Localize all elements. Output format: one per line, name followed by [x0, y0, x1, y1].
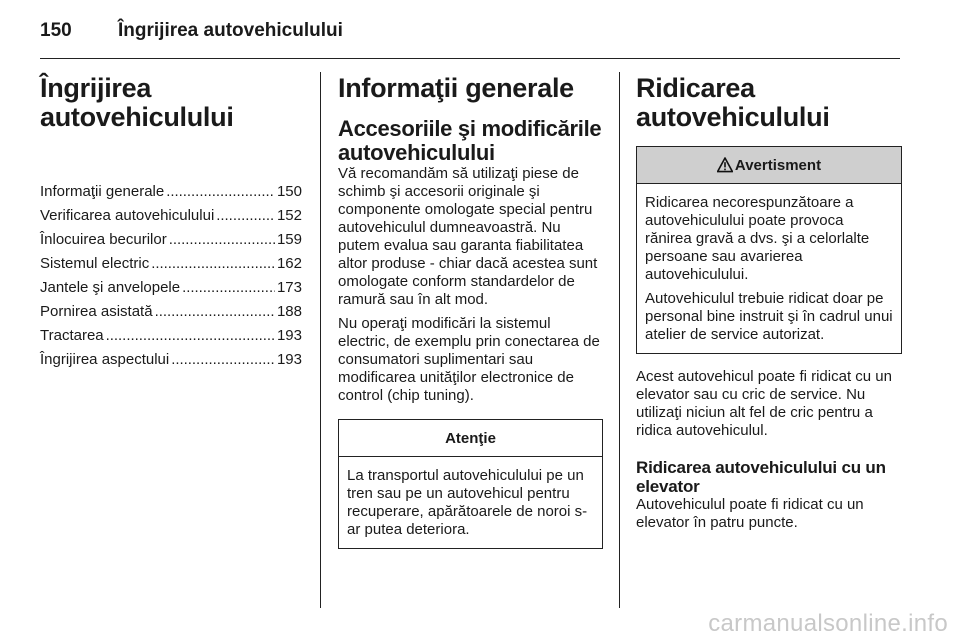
- header-title: Îngrijirea autovehiculului: [118, 20, 343, 41]
- chapter-title: Îngrijirea autovehiculului: [40, 73, 234, 132]
- chapter-column: [40, 74, 302, 372]
- warning-header: [637, 147, 901, 184]
- lifting-column: [636, 74, 902, 532]
- section-title: Ridicarea autovehiculului: [636, 73, 830, 132]
- body-paragraph: Autovehiculul poate fi ridicat cu un elevator în patru puncte.: [636, 496, 864, 531]
- toc-item[interactable]: Verificarea autovehiculului . . . 152: [40, 204, 302, 228]
- general-info-column: [338, 74, 603, 549]
- body-paragraph: Vă recomandăm să utilizaţi piese de schimb şi accesorii originale şi componente omologate special pentru autovehiculul dumneavoastră. Nu putem evalua sau garanta fiabilitatea altor produse - chiar dacă acestea sunt omologate conform standardelor de ramură sau în alt mod.: [338, 165, 598, 308]
- toc-item[interactable]: Îngrijirea aspectului . . . 193: [40, 348, 302, 372]
- caution-box: [338, 419, 603, 549]
- subsection-title: Ridicarea autovehiculului cu un elevator: [636, 458, 886, 496]
- page-number: 150: [40, 20, 72, 41]
- table-of-contents: [40, 180, 302, 372]
- column-divider-left: [320, 72, 321, 608]
- warning-box: [636, 146, 902, 354]
- watermark: carmanualsonline.info: [708, 610, 948, 637]
- warning-text: Autovehiculul trebuie ridicat doar pe personal bine instruit şi în cadrul unui atelier de service autorizat.: [645, 290, 893, 343]
- warning-triangle-icon: [717, 157, 733, 173]
- warning-title: Avertisment: [734, 156, 822, 174]
- toc-item[interactable]: Tractarea . . . 193: [40, 324, 302, 348]
- toc-item[interactable]: Înlocuirea becurilor . . . 159: [40, 228, 302, 252]
- page-header: [40, 14, 900, 59]
- body-paragraph: Acest autovehicul poate fi ridicat cu un elevator sau cu cric de service. Nu utilizaţi niciun alt fel de cric pentru a ridica autovehiculul.: [636, 368, 892, 439]
- caution-text: La transportul autovehiculului pe un tren sau pe un autovehicul pentru recuperare, apărătoarele de noroi s-ar putea deteriora.: [347, 467, 588, 538]
- toc-item[interactable]: Sistemul electric . . . 162: [40, 252, 302, 276]
- body-paragraph: Nu operaţi modificări la sistemul electric, de exemplu prin conectarea de consumatori suplimentari sau modificarea unităţilor electronice de control (chip tuning).: [338, 315, 600, 404]
- caution-title: Atenţie: [339, 420, 602, 457]
- warning-text: Ridicarea necorespunzătoare a autovehiculului poate provoca rănirea gravă a dvs. şi a celorlalte persoane sau avarierea autovehiculului.: [645, 194, 870, 283]
- subsection-title: Accesoriile şi modificările autovehiculului: [338, 116, 602, 165]
- toc-item[interactable]: Pornirea asistată . . . 188: [40, 300, 302, 324]
- toc-item[interactable]: Jantele şi anvelopele . . . 173: [40, 276, 302, 300]
- section-title: Informaţii generale: [338, 73, 574, 103]
- toc-item[interactable]: Informaţii generale . . . 150: [40, 180, 302, 204]
- column-divider-right: [619, 72, 620, 608]
